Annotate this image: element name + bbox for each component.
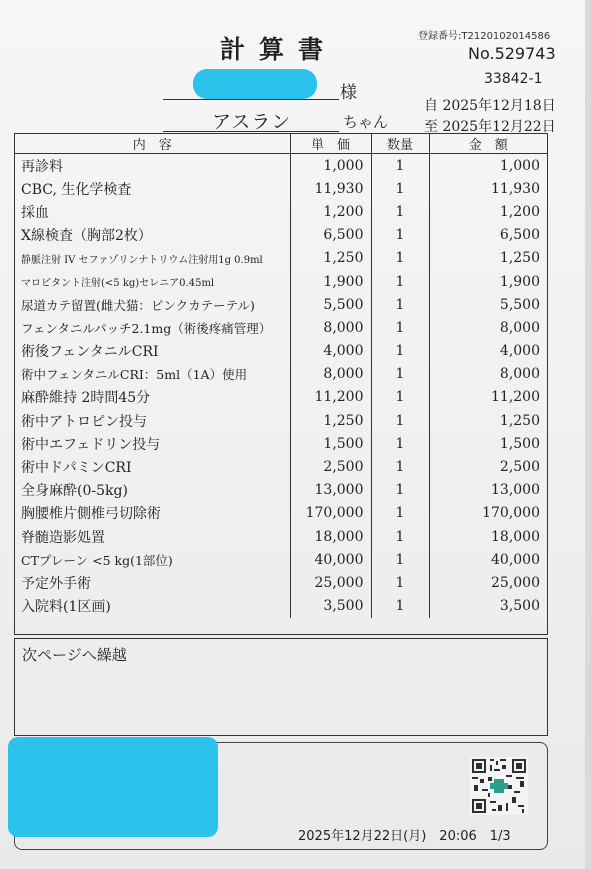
redacted-owner-name (193, 69, 317, 99)
quantity: 1 (371, 386, 429, 409)
amount: 2,500 (499, 459, 540, 476)
item-name: 全身麻酔(0-5kg) (15, 479, 290, 502)
table-row (15, 200, 547, 223)
unit-price: 3,500 (290, 595, 371, 618)
quantity: 1 (371, 154, 429, 178)
amount: 5,500 (499, 296, 540, 313)
amount: 1,500 (499, 435, 540, 452)
patient-code: 33842-1 (484, 71, 543, 87)
table-row (15, 432, 547, 455)
unit-price: 25,000 (290, 571, 371, 594)
pet-suffix: ちゃん (343, 113, 389, 131)
amount: 1,900 (499, 273, 540, 290)
quantity: 1 (371, 177, 429, 200)
header-amount: 金 額 (429, 134, 547, 154)
unit-price: 2,500 (290, 455, 371, 478)
unit-price: 4,000 (290, 340, 371, 363)
amount: 1,000 (499, 157, 540, 174)
date-to: 至 2025年12月22日 (424, 119, 556, 135)
header-item: 内 容 (15, 134, 290, 154)
table-row (15, 154, 547, 178)
item-name: フェンタニルパッチ2.1mg（術後疼痛管理） (15, 316, 290, 339)
unit-price: 11,200 (290, 386, 371, 409)
item-name: X線検査（胸部2枚） (15, 224, 290, 247)
item-name: CTプレーン <5 kg(1部位) (15, 548, 290, 571)
quantity: 1 (371, 340, 429, 363)
item-name: CBC, 生化学検査 (15, 177, 290, 200)
redacted-clinic-info (8, 737, 218, 837)
quantity: 1 (371, 316, 429, 339)
unit-price: 8,000 (290, 316, 371, 339)
document-title: 計算書 (220, 35, 338, 64)
amount: 25,000 (491, 574, 540, 591)
owner-honorific: 様 (340, 83, 357, 103)
item-name: 術中エフェドリン投与 (15, 432, 290, 455)
table-row (15, 548, 547, 571)
unit-price: 1,250 (290, 409, 371, 432)
pet-name: アスラン (212, 111, 292, 133)
quantity: 1 (371, 363, 429, 386)
item-name: 術後フェンタニルCRI (15, 340, 290, 363)
quantity: 1 (371, 571, 429, 594)
quantity: 1 (371, 479, 429, 502)
table-row (15, 409, 547, 432)
table-row (15, 502, 547, 525)
qr-code-icon (470, 757, 528, 815)
unit-price: 1,200 (290, 200, 371, 223)
item-name: 再診料 (15, 154, 290, 178)
document-number: No.529743 (468, 44, 556, 63)
item-name: 脊髄造影処置 (15, 525, 290, 548)
owner-name-underline (163, 99, 339, 100)
table-row (15, 525, 547, 548)
amount: 40,000 (491, 551, 540, 568)
amount: 4,000 (499, 343, 540, 360)
unit-price: 1,000 (290, 154, 371, 178)
item-name: 静脈注射 IV セファゾリンナトリウム注射用1g 0.9ml (15, 247, 290, 270)
header-unit-price: 単 価 (290, 134, 371, 154)
date-from: 自 2025年12月18日 (424, 98, 556, 114)
quantity: 1 (371, 200, 429, 223)
table-row (15, 595, 547, 618)
table-row (15, 386, 547, 409)
amount: 18,000 (491, 528, 540, 545)
table-row (15, 247, 547, 270)
item-name: 尿道カテ留置(雌犬猫：ピンクカテーテル) (15, 293, 290, 316)
item-name: 麻酔維持 2時間45分 (15, 386, 290, 409)
unit-price: 11,930 (290, 177, 371, 200)
table-row (15, 270, 547, 293)
unit-price: 8,000 (290, 363, 371, 386)
table-row (15, 455, 547, 478)
unit-price: 1,900 (290, 270, 371, 293)
table-row (15, 224, 547, 247)
table-row (15, 340, 547, 363)
table-row (15, 571, 547, 594)
quantity: 1 (371, 293, 429, 316)
amount: 1,200 (499, 203, 540, 220)
amount: 1,250 (499, 412, 540, 429)
item-name: 術中ドパミンCRI (15, 455, 290, 478)
unit-price: 18,000 (290, 525, 371, 548)
quantity: 1 (371, 432, 429, 455)
unit-price: 5,500 (290, 293, 371, 316)
quantity: 1 (371, 270, 429, 293)
quantity: 1 (371, 548, 429, 571)
quantity: 1 (371, 595, 429, 618)
amount: 1,250 (499, 250, 540, 267)
print-datetime: 2025年12月22日(月) 20:06 1/3 (298, 829, 511, 844)
item-name: 術中フェンタニルCRI：5ml（1A）使用 (15, 363, 290, 386)
unit-price: 13,000 (290, 479, 371, 502)
amount: 6,500 (499, 227, 540, 244)
unit-price: 1,500 (290, 432, 371, 455)
item-name: 術中アトロピン投与 (15, 409, 290, 432)
table-row (15, 293, 547, 316)
amount: 13,000 (491, 482, 540, 499)
amount: 11,930 (491, 180, 540, 197)
amount: 3,500 (499, 598, 540, 615)
item-name: 入院料(1区画) (15, 595, 290, 618)
item-name: 採血 (15, 200, 290, 223)
header-quantity: 数量 (371, 134, 429, 154)
unit-price: 6,500 (290, 224, 371, 247)
charges-table (14, 133, 548, 635)
table-header-row (15, 134, 547, 154)
amount: 170,000 (482, 505, 540, 522)
quantity: 1 (371, 224, 429, 247)
item-name: 予定外手術 (15, 571, 290, 594)
unit-price: 170,000 (290, 502, 371, 525)
unit-price: 40,000 (290, 548, 371, 571)
registration-number: 登録番号:T2120102014586 (418, 31, 551, 42)
unit-price: 1,250 (290, 247, 371, 270)
quantity: 1 (371, 525, 429, 548)
quantity: 1 (371, 455, 429, 478)
pet-name-underline (163, 131, 339, 132)
amount: 11,200 (491, 389, 540, 406)
table-row (15, 479, 547, 502)
amount: 8,000 (499, 366, 540, 383)
table-row (15, 363, 547, 386)
quantity: 1 (371, 409, 429, 432)
quantity: 1 (371, 247, 429, 270)
amount: 8,000 (499, 319, 540, 336)
table-row (15, 177, 547, 200)
carry-over-note: 次ページへ繰越 (22, 646, 127, 664)
table-row (15, 316, 547, 339)
item-name: マロピタント注射(<5 kg)セレニア0.45ml (15, 270, 290, 293)
quantity: 1 (371, 502, 429, 525)
item-name: 胸腰椎片側椎弓切除術 (15, 502, 290, 525)
